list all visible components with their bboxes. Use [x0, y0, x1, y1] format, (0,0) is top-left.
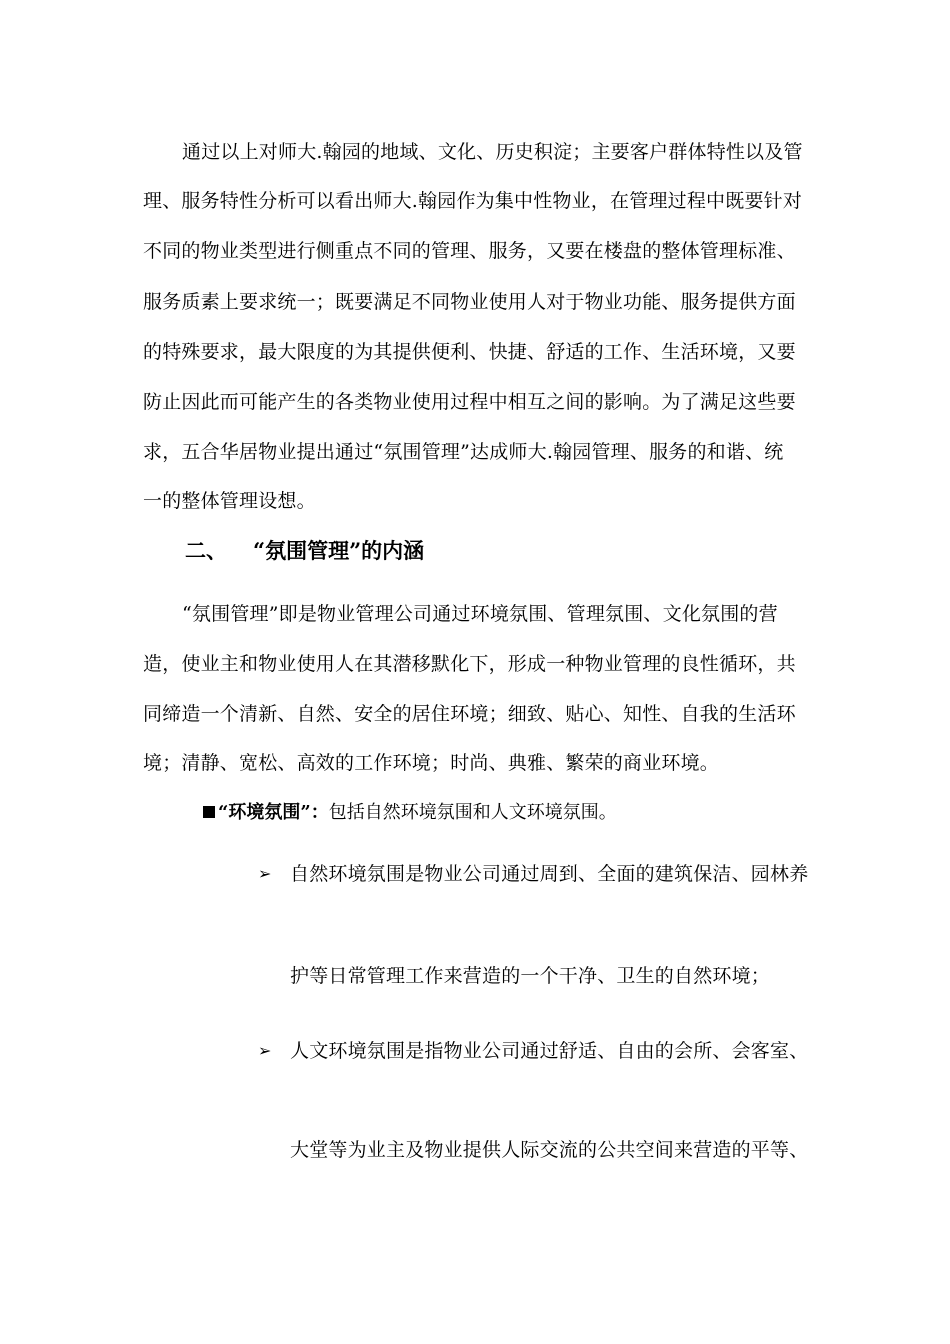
env-item-label: “环境氛围”： [218, 802, 329, 823]
env-item [203, 801, 617, 825]
paragraph-1-line-7: 求，五合华居物业提出通过“氛围管理”达成师大.翰园管理、服务的和谐、统 [143, 441, 784, 463]
sub-item-line-1: 自然环境氛围是物业公司通过周到、全面的建筑保洁、园林养 [290, 863, 809, 885]
paragraph-1-line-1: 通过以上对师大.翰园的地域、文化、历史积淀；主要客户群体特性以及管 [182, 141, 803, 163]
env-item-text: 包括自然环境氛围和人文环境氛围。 [328, 802, 617, 823]
arrow-bullet-icon: ➢ [258, 1041, 272, 1060]
section-title: “氛围管理”的内涵 [253, 538, 425, 563]
sub-item-line-2: 大堂等为业主及物业提供人际交流的公共空间来营造的平等、 [290, 1139, 809, 1161]
sub-item-line-1: 人文环境氛围是指物业公司通过舒适、自由的会所、会客室、 [290, 1040, 809, 1062]
sub-item-line-2: 护等日常管理工作来营造的一个干净、卫生的自然环境； [290, 965, 771, 987]
paragraph-1-line-3: 不同的物业类型进行侧重点不同的管理、服务，又要在楼盘的整体管理标准、 [143, 240, 796, 262]
paragraph-2-line-4: 境；清静、宽松、高效的工作环境；时尚、典雅、繁荣的商业环境。 [143, 752, 720, 774]
section-number: 二、 [185, 538, 227, 563]
paragraph-1-line-4: 服务质素上要求统一；既要满足不同物业使用人对于物业功能、服务提供方面 [143, 291, 796, 313]
paragraph-1-line-2: 理、服务特性分析可以看出师大.翰园作为集中性物业，在管理过程中既要针对 [143, 190, 803, 212]
paragraph-2-line-3: 同缔造一个清新、自然、安全的居住环境；细致、贴心、知性、自我的生活环 [143, 703, 796, 725]
square-bullet-icon [203, 806, 215, 818]
paragraph-2-line-2: 造，使业主和物业使用人在其潜移默化下，形成一种物业管理的良性循环，共 [143, 653, 796, 675]
paragraph-2-line-1: “氛围管理”即是物业管理公司通过环境氛围、管理氛围、文化氛围的营 [182, 603, 778, 625]
section-heading [185, 538, 424, 564]
arrow-bullet-icon: ➢ [258, 864, 272, 883]
paragraph-1-line-6: 防止因此而可能产生的各类物业使用过程中相互之间的影响。为了满足这些要 [143, 391, 796, 413]
paragraph-1-line-8: 一的整体管理设想。 [143, 490, 316, 512]
paragraph-1-line-5: 的特殊要求，最大限度的为其提供便利、快捷、舒适的工作、生活环境，又要 [143, 341, 796, 363]
